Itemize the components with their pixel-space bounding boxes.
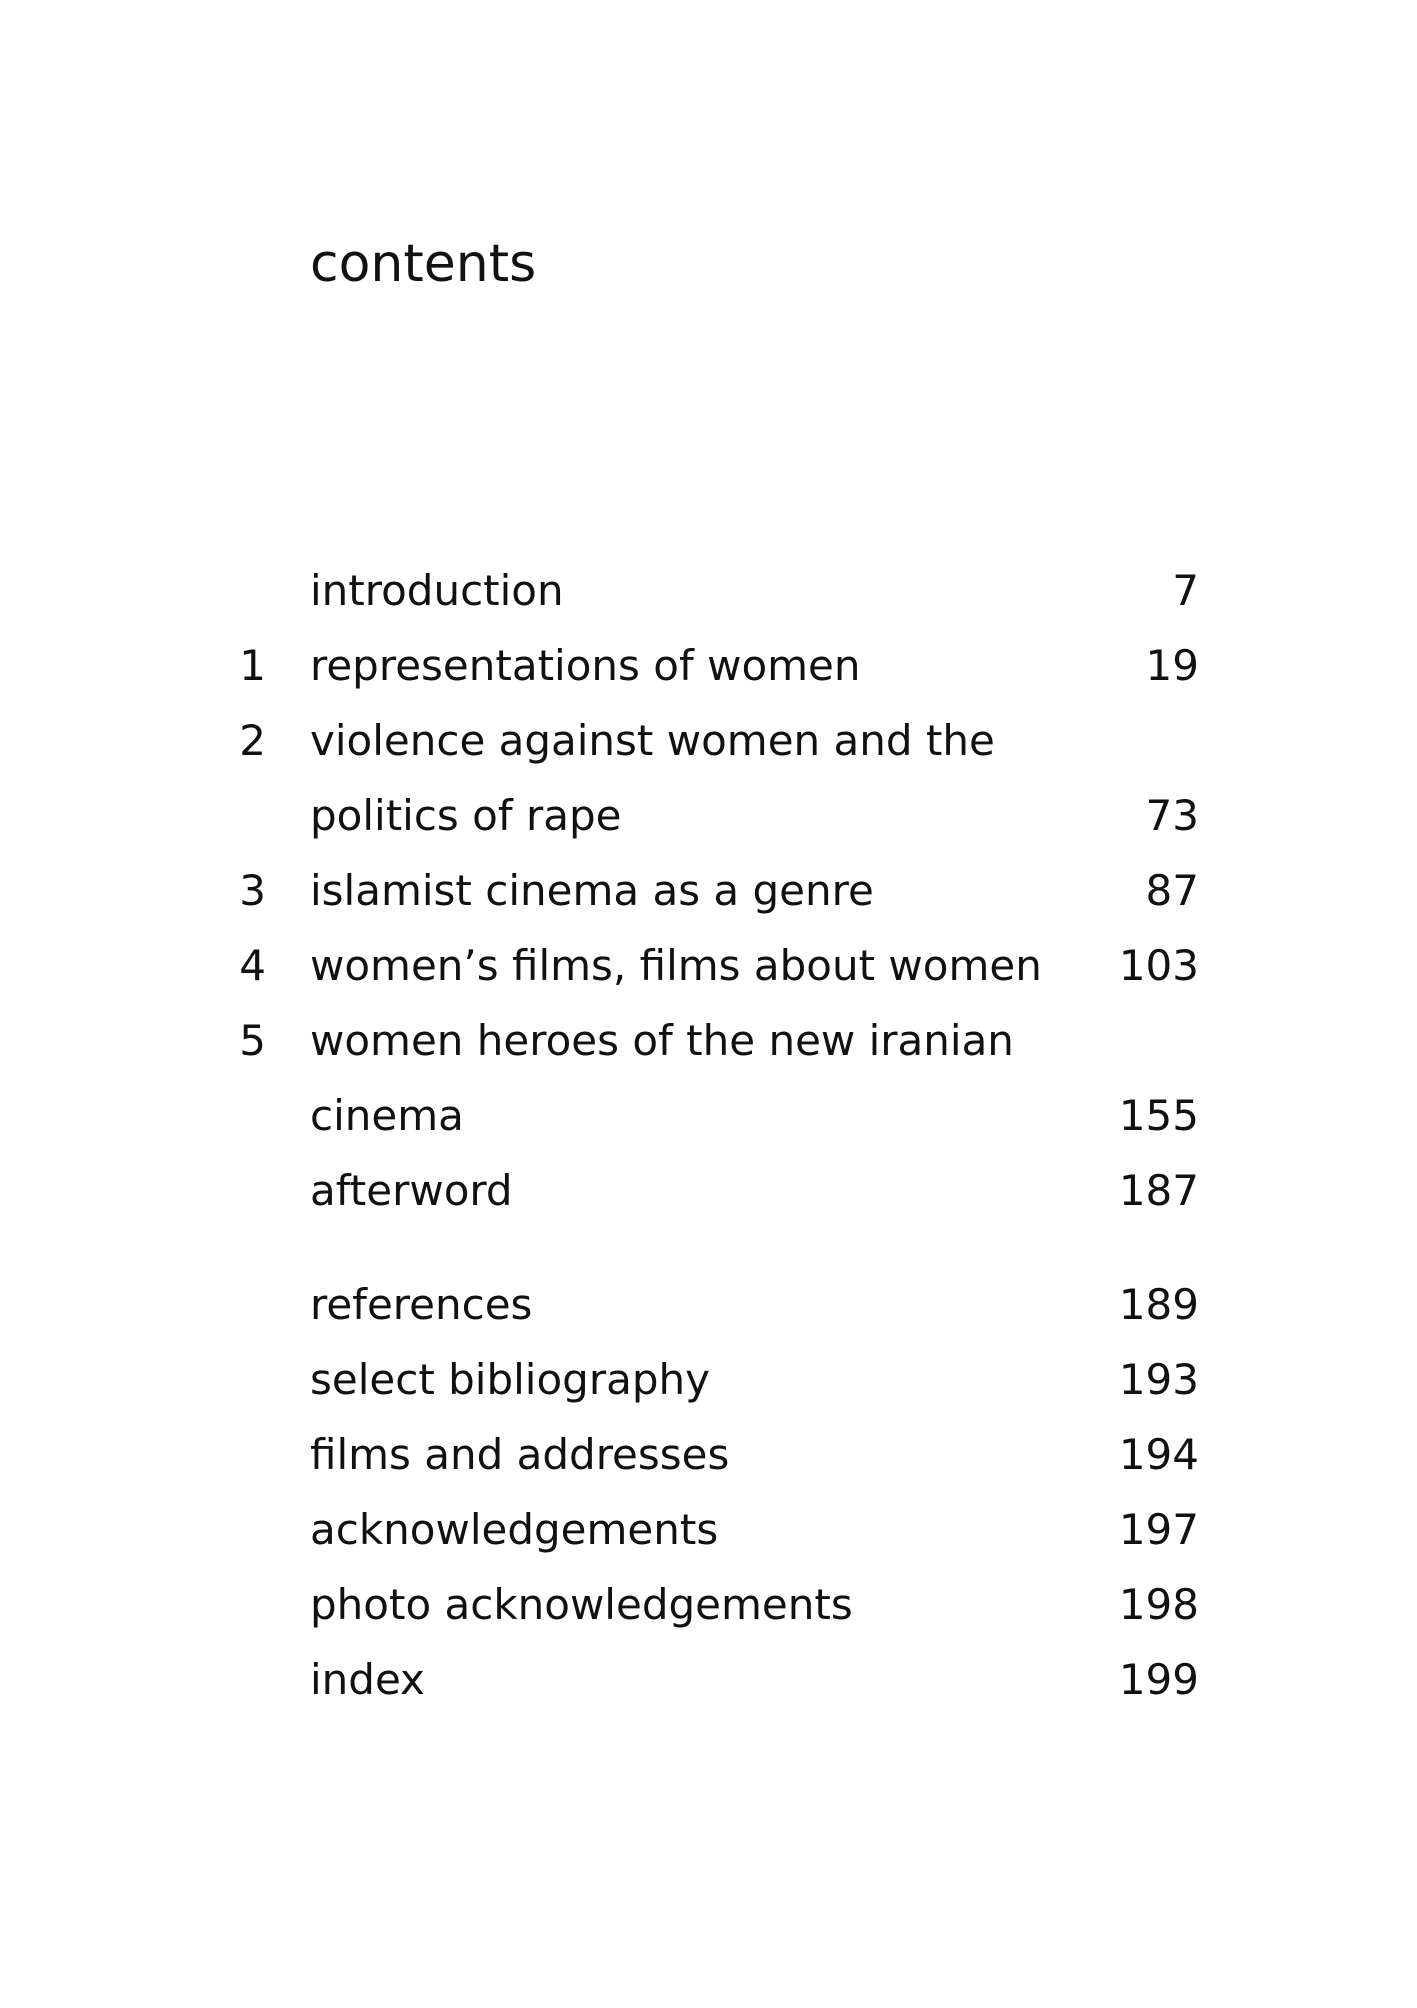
entry-title: index — [310, 1655, 425, 1704]
toc-entry[interactable] — [0, 553, 1417, 628]
page-number: 187 — [1118, 1166, 1199, 1215]
chapter-number: 5 — [239, 1016, 266, 1065]
entry-title: select bibliography — [310, 1355, 710, 1404]
entry-title: introduction — [310, 566, 564, 615]
entry-title: islamist cinema as a genre — [310, 866, 874, 915]
page-number: 193 — [1118, 1355, 1199, 1404]
toc-entry-continuation[interactable] — [0, 1078, 1417, 1153]
page-number: 198 — [1118, 1580, 1199, 1629]
entry-title: women heroes of the new iranian — [310, 1016, 1014, 1065]
back-matter-entry[interactable] — [0, 1492, 1417, 1567]
entry-title: photo acknowledgements — [310, 1580, 853, 1629]
page-number: 197 — [1118, 1505, 1199, 1554]
chapter-number: 3 — [239, 866, 266, 915]
entry-title: films and addresses — [310, 1430, 730, 1479]
back-matter-entry[interactable] — [0, 1642, 1417, 1717]
entry-title: representations of women — [310, 641, 861, 690]
entry-title: afterword — [310, 1166, 513, 1215]
toc-entry[interactable] — [0, 928, 1417, 1003]
toc-entry[interactable] — [0, 703, 1417, 778]
page-number: 189 — [1118, 1280, 1199, 1329]
back-matter-entry[interactable] — [0, 1342, 1417, 1417]
page-number: 87 — [1145, 866, 1199, 915]
page-number: 73 — [1145, 791, 1199, 840]
entry-title: women’s films, films about women — [310, 941, 1042, 990]
entry-title: acknowledgements — [310, 1505, 719, 1554]
page-title: contents — [310, 234, 537, 294]
back-matter-entry[interactable] — [0, 1567, 1417, 1642]
entry-title-line-2: politics of rape — [310, 791, 622, 840]
page-number: 155 — [1118, 1091, 1199, 1140]
toc-entry-continuation[interactable] — [0, 778, 1417, 853]
chapter-number: 2 — [239, 716, 266, 765]
entry-title-line-2: cinema — [310, 1091, 464, 1140]
chapter-number: 4 — [239, 941, 266, 990]
back-matter-entry[interactable] — [0, 1417, 1417, 1492]
toc-entry[interactable] — [0, 1003, 1417, 1078]
chapter-number: 1 — [239, 641, 266, 690]
toc-entry[interactable] — [0, 1153, 1417, 1228]
page-number: 199 — [1118, 1655, 1199, 1704]
back-matter-entry[interactable] — [0, 1267, 1417, 1342]
toc-entry[interactable] — [0, 853, 1417, 928]
page-number: 7 — [1172, 566, 1199, 615]
page-number: 19 — [1145, 641, 1199, 690]
toc-entry[interactable] — [0, 628, 1417, 703]
entry-title: references — [310, 1280, 533, 1329]
page-number: 103 — [1118, 941, 1199, 990]
page-number: 194 — [1118, 1430, 1199, 1479]
entry-title: violence against women and the — [310, 716, 995, 765]
